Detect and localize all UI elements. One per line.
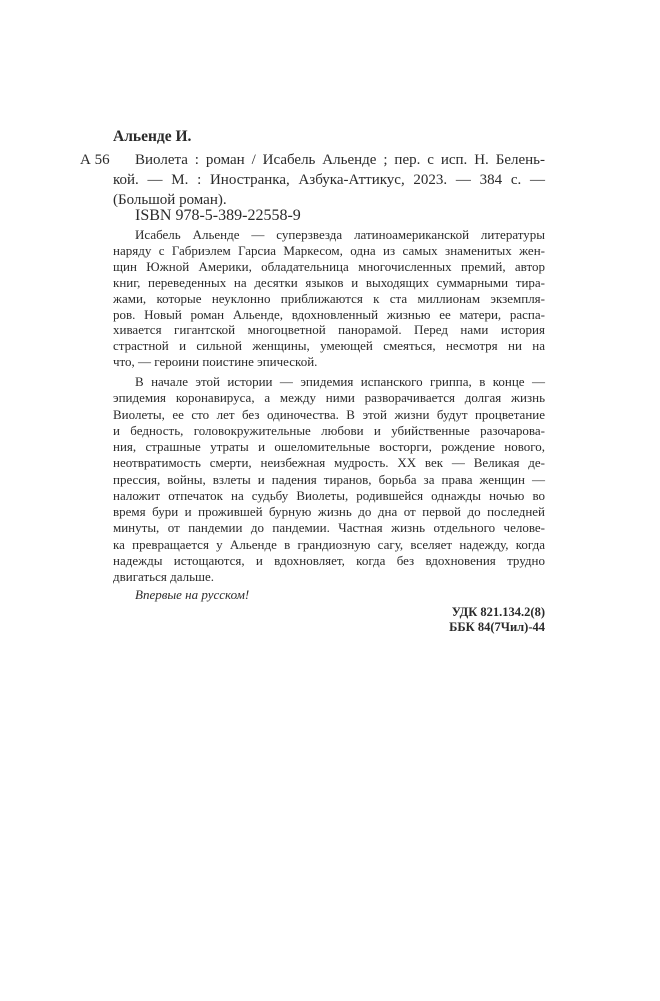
bibliographic-line: кой. — М. : Иностранка, Азбука-Аттикус, 2023. — 384 с. — [113,172,545,188]
annotation-line: хивается гигантской многоцветной панорамой. Перед нами история [113,322,545,338]
annotation-line: книг, переведенных на десятки языков и выходящих суммарными тира- [113,274,545,290]
annotation-line: страстной и сильной женщины, умеющей смеяться, несмотря ни на [113,338,545,354]
annotation-line: щин Южной Америки, обладательница многочисленных премий, автор [113,258,545,274]
annotation-line: и бедность, головокружительные любови и убийственные разочарова- [113,422,545,438]
annotation-line: минуты, от пандемии до пандемии. Частная жизнь отдельного челове- [113,520,545,536]
annotation-line: что, — героини поистине эпической. [113,354,318,370]
annotation-line: ров. Новый роман Альенде, вдохновленный жизнью ее матери, распа- [113,306,545,322]
annotation-line: В начале этой истории — эпидемия испанского гриппа, в конце — [135,374,545,389]
annotation-line: наряду с Габриэлем Гарсиа Маркесом, одна из самых знаменитых жен- [113,242,545,258]
author-heading: Альенде И. [113,128,192,145]
annotation-line: ка превращается у Альенде в грандиозную сагу, вселяет надежду, когда [113,536,545,552]
annotation-line: наложит отпечаток на судьбу Виолеты, родившейся однажды ночью во [113,487,545,503]
bibliographic-line: Виолета : роман / Исабель Альенде ; пер. с исп. Н. Белень- [135,152,545,168]
annotation-line: Виолеты, ее сто лет без одиночества. В этой жизни будут процветание [113,406,545,422]
annotation-line: время бури и прожившей бурную жизнь до дна от первой до последней [113,504,545,519]
annotation-line: ния, страшные утраты и ошеломительные восторги, рождение нового, [113,439,545,454]
isbn: ISBN 978-5-389-22558-9 [135,207,301,224]
annotation-line: эпидемия коронавируса, а между ними разворачивается долгая жизнь [113,390,545,406]
annotation-line: надежды истощаются, и вдохновляет, когда без вдохновения трудно [113,552,545,568]
annotation-line: прессия, войны, взлеты и падения тиранов, борьба за права женщин — [113,471,545,487]
annotation-line: двигаться дальше. [113,569,215,584]
annotation-line: жами, которые неуклонно приближаются к ста миллионам экземпля- [113,290,545,306]
tagline: Впервые на русском! [135,587,250,602]
udc-code: УДК 821.134.2(8) [451,605,545,619]
bibliographic-line: (Большой роман). [113,192,227,208]
bbk-code: ББК 84(7Чил)-44 [449,620,545,634]
annotation-line: неотвратимость смерти, неизбежная мудрость. XX век — Великая де- [113,455,545,471]
catalog-code: А 56 [80,152,110,168]
annotation-line: Исабель Альенде — суперзвезда латиноамериканской литературы [135,227,545,242]
